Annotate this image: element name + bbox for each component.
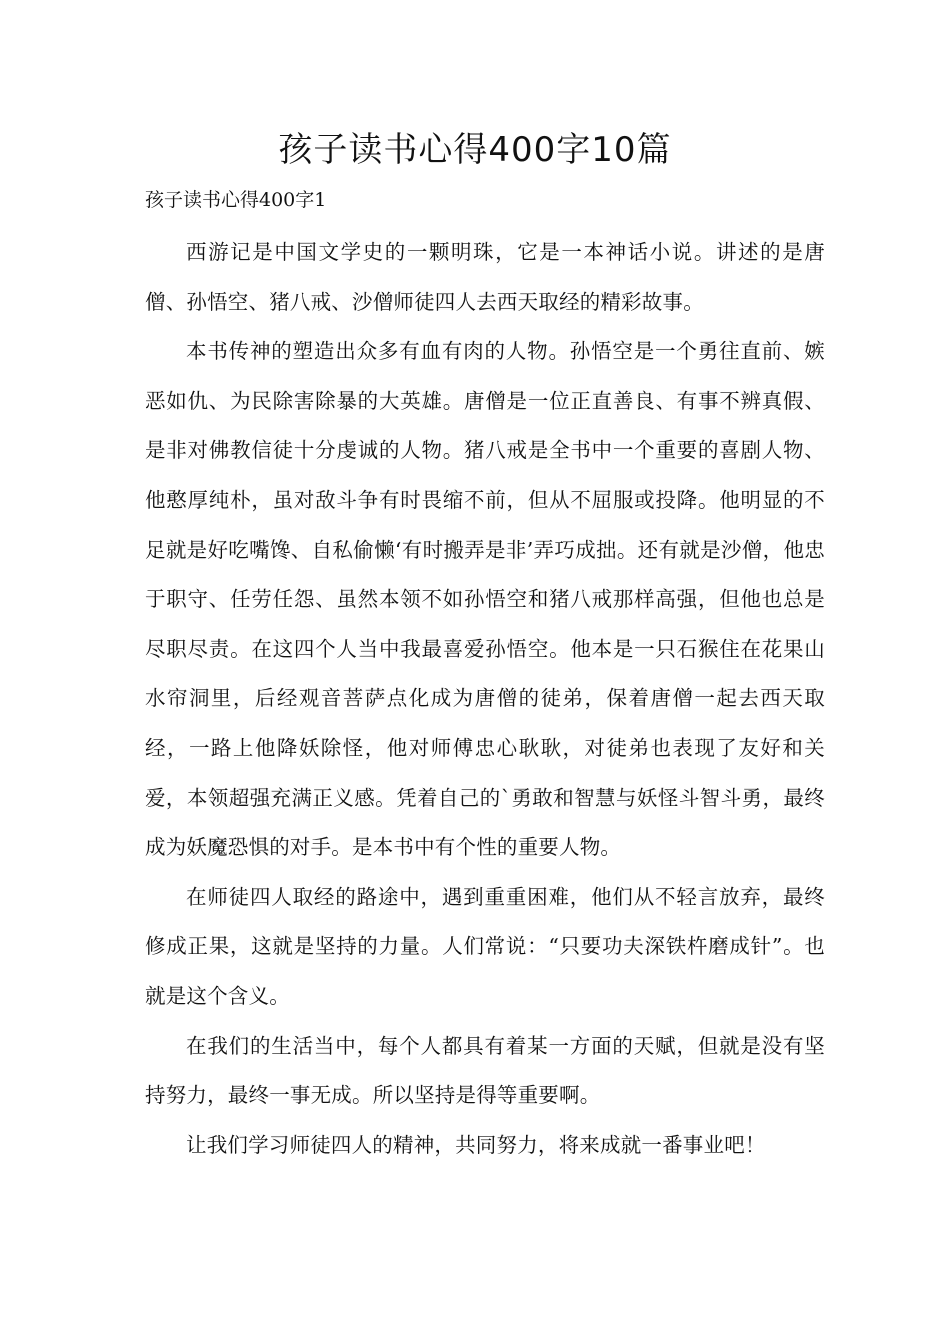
paragraph-characters: 本书传神的塑造出众多有血有肉的人物。孙悟空是一个勇往直前、嫉恶如仇、为民除害除暴的大英雄。唐僧是一位正直善良、有事不辨真假、是非对佛教信徒十分虔诚的人物。猪八戒是全书中一个重要的喜剧人物、他憨厚纯朴，虽对敌斗争有时畏缩不前，但从不屈服或投降。他明显的不足就是好吃嘴馋、自私偷懒‘有时搬弄是非’弄巧成拙。还有就是沙僧，他忠于职守、任劳任怨、虽然本领不如孙悟空和猪八戒那样高强，但他也总是尽职尽责。在这四个人当中我最喜爱孙悟空。他本是一只石猴住在花果山水帘洞里，后经观音菩萨点化成为唐僧的徒弟，保着唐僧一起去西天取经，一路上他降妖除怪，他对师傅忠心耿耿，对徒弟也表现了友好和关爱，本领超强充满正义感。凭着自己的`勇敢和智慧与妖怪斗智斗勇，最终成为妖魔恐惧的对手。是本书中有个性的重要人物。 bbox=[145, 339, 825, 860]
paragraph-life-lesson: 在我们的生活当中，每个人都具有着某一方面的天赋，但就是没有坚持努力，最终一事无成。所以坚持是得等重要啊。 bbox=[145, 1033, 825, 1108]
paragraph-intro: 西游记是中国文学史的一颗明珠，它是一本神话小说。讲述的是唐僧、孙悟空、猪八戒、沙僧师徒四人去西天取经的精彩故事。 bbox=[145, 240, 825, 314]
document-body bbox=[145, 228, 825, 1170]
section-heading: 孩子读书心得400字1 bbox=[145, 189, 327, 211]
paragraph-conclusion: 让我们学习师徒四人的精神，共同努力，将来成就一番事业吧！ bbox=[186, 1132, 766, 1157]
paragraph-perseverance: 在师徒四人取经的路途中，遇到重重困难，他们从不轻言放弃，最终修成正果，这就是坚持的力量。人们常说：“只要功夫深铁杵磨成针”。也就是这个含义。 bbox=[145, 884, 825, 1008]
document-title: 孩子读书心得400字10篇 bbox=[278, 130, 672, 170]
